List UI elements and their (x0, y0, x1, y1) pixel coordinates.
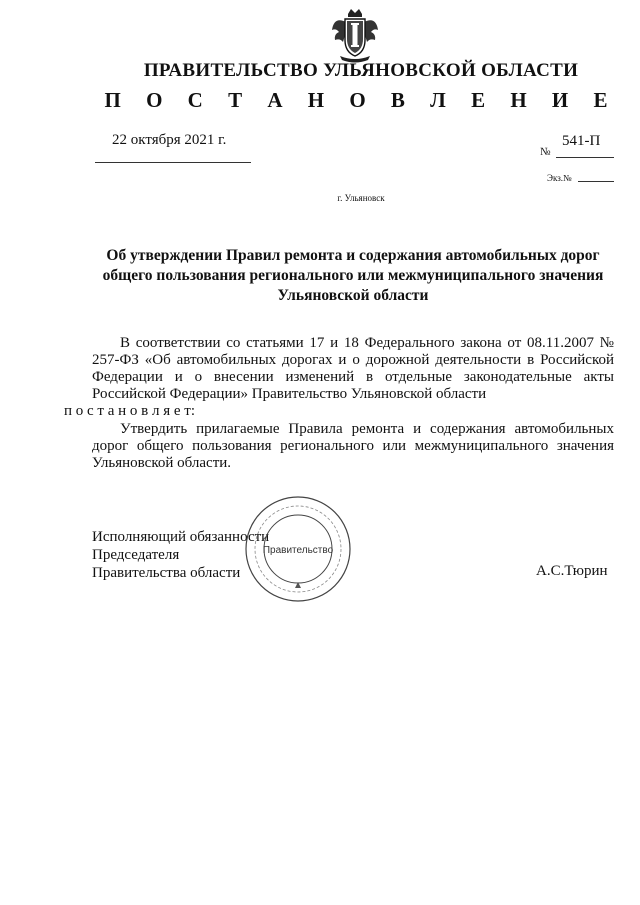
signature-title-line2: Председателя (92, 547, 180, 563)
coat-of-arms-emblem (330, 8, 380, 64)
coat-of-arms-icon (330, 8, 380, 64)
preamble-paragraph (64, 335, 614, 420)
official-seal-stamp (243, 494, 353, 604)
copy-number-underline (578, 181, 614, 182)
seal-center-text: Правительство (262, 545, 334, 556)
document-date: 22 октября 2021 г. (112, 132, 227, 148)
organization-name: ПРАВИТЕЛЬСТВО УЛЬЯНОВСКОЙ ОБЛАСТИ (143, 60, 579, 81)
resolves-word: п о с т а н о в л я е т: (64, 403, 196, 419)
city-name: г. Ульяновск (337, 193, 385, 203)
number-underline (556, 157, 614, 158)
document-title: Об утверждении Правил ремонта и содержания автомобильных дорог общего пользования регионального или межмуниципального значения Ульяновской области (102, 247, 604, 304)
document-type: П О С Т А Н О В Л Е Н И Е (104, 88, 618, 112)
resolution-paragraph: Утвердить прилагаемые Правила ремонта и содержания автомобильных дорог общего пользования регионального или межмуниципального значения Ульяновской области. (92, 421, 614, 471)
signature-title-line1: Исполняющий обязанности (92, 529, 270, 545)
number-sign: № (540, 146, 551, 158)
date-underline (95, 162, 251, 163)
copy-number-label: Экз.№ (547, 173, 572, 183)
signature-title-line3: Правительства области (92, 565, 241, 581)
document-number: 541-П (562, 133, 601, 149)
seal-icon (243, 494, 353, 604)
signer-name: А.С.Тюрин (536, 563, 608, 579)
preamble-text: В соответствии со статьями 17 и 18 Федерального закона от 08.11.2007 № 257-ФЗ «Об автомобильных дорогах и о дорожной деятельности в Российской Федерации и о внесении изменений в отдельные законодательные акты Российской Федерации» Правительство Ульяновской области (92, 335, 614, 402)
